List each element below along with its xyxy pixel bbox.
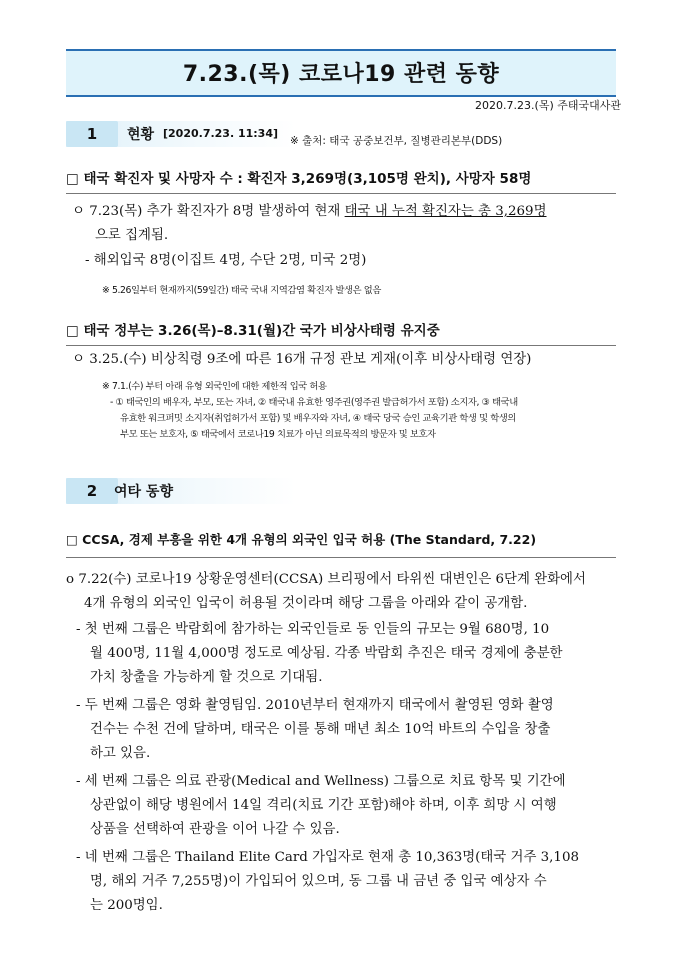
entry-allowed-list-line1: - ① 태국인의 배우자, 부모, 또는 자녀, ② 태국내 유효한 영주권(영주권 발급허가서 포함) 소지자, ③ 태국내 xyxy=(110,397,518,408)
section-1-number: 1 xyxy=(66,121,118,147)
heading-emergency-decree: □ 태국 정부는 3.26(목)–8.31(월)간 국가 비상사태령 유지중 xyxy=(66,323,440,339)
title-banner xyxy=(66,49,616,97)
heading-ccsa: □ CCSA, 경제 부흥을 위한 4개 유형의 외국인 입국 허용 (The Standard, 7.22) xyxy=(66,532,537,547)
group3-line1: - 세 번째 그룹은 의료 관광(Medical and Wellness) 그룹으로 치료 항목 및 기간에 xyxy=(76,774,566,789)
section-2-number: 2 xyxy=(66,478,118,504)
group2-line3: 하고 있음. xyxy=(90,746,151,761)
group4-line1: - 네 번째 그룹은 Thailand Elite Card 가입자로 현재 총 10,363명(태국 거주 3,108 xyxy=(76,850,579,865)
underlined-total: 태국 내 누적 확진자는 총 3,269명 xyxy=(344,204,547,219)
group3-line3: 상품을 선택하여 관광을 이어 나갈 수 있음. xyxy=(90,822,340,837)
local-infection-note: ※ 5.26일부터 현재까지(59일간) 태국 국내 지역감염 확진자 발생은 없음 xyxy=(102,285,381,296)
heading-confirmed-cases: □ 태국 확진자 및 사망자 수 : 확진자 3,269명(3,105명 완치), 사망자 58명 xyxy=(66,171,532,187)
group2-line1: - 두 번째 그룹은 영화 촬영팀임. 2010년부터 현재까지 태국에서 촬영된 영화 촬영 xyxy=(76,698,554,713)
entry-allowed-list-line2: 유효한 워크퍼밋 소지자(취업허가서 포함) 및 배우자와 자녀, ④ 태국 당국 승인 교육기관 학생 및 학생의 xyxy=(120,413,516,424)
ccsa-intro-line1: o 7.22(수) 코로나19 상황운영센터(CCSA) 브리핑에서 타위씬 대변인은 6단계 완화에서 xyxy=(66,572,586,587)
section-1-title: 현황 xyxy=(127,127,155,143)
group1-line3: 가치 창출을 가능하게 할 것으로 기대됨. xyxy=(90,670,323,685)
page-title: 7.23.(목) 코로나19 관련 동향 xyxy=(182,62,500,87)
divider xyxy=(66,345,616,346)
dateline: 2020.7.23.(목) 주태국대사관 xyxy=(475,99,621,112)
paragraph-cases-line1: ㅇ 7.23(목) 추가 확진자가 8명 발생하여 현재 태국 내 누적 확진자는 총 3,269명 xyxy=(72,204,547,219)
source-note: ※ 출처: 태국 공중보건부, 질병관리본부(DDS) xyxy=(290,135,503,147)
group4-line3: 는 200명임. xyxy=(90,898,163,913)
paragraph-cases-line2: 으로 집계됨. xyxy=(95,228,169,243)
entry-allowed-note: ※ 7.1.(수) 부터 아래 유형 외국인에 대한 제한적 입국 허용 xyxy=(102,381,327,392)
ccsa-intro-line2: 4개 유형의 외국인 입국이 허용될 것이라며 해당 그룹을 아래와 같이 공개함. xyxy=(84,596,528,611)
entry-allowed-list-line3: 부모 또는 보호자, ⑤ 태국에서 코로나19 치료가 아닌 의료목적의 방문자 및 보호자 xyxy=(120,429,436,440)
group1-line1: - 첫 번째 그룹은 박람회에 참가하는 외국인들로 동 인들의 규모는 9월 680명, 10 xyxy=(76,622,550,637)
group4-line2: 명, 해외 거주 7,255명)이 가입되어 있으며, 동 그룹 내 금년 중 입국 예상자 수 xyxy=(90,874,547,889)
group2-line2: 건수는 수천 건에 달하며, 태국은 이를 통해 매년 최소 10억 바트의 수입을 창출 xyxy=(90,722,551,737)
imported-cases: - 해외입국 8명(이집트 4명, 수단 2명, 미국 2명) xyxy=(85,253,367,268)
group1-line2: 월 400명, 11월 4,000명 정도로 예상됨. 각종 박람회 추진은 태국 경제에 충분한 xyxy=(90,646,563,661)
section-1-subtitle: [2020.7.23. 11:34] xyxy=(163,127,279,140)
divider xyxy=(66,193,616,194)
section-2-title: 여타 동향 xyxy=(114,484,173,500)
decree-paragraph: ㅇ 3.25.(수) 비상칙령 9조에 따른 16개 규정 관보 게재(이후 비상사태령 연장) xyxy=(72,352,532,367)
group3-line2: 상관없이 해당 병원에서 14일 격리(치료 기간 포함)해야 하며, 이후 희망 시 여행 xyxy=(90,798,557,813)
divider xyxy=(66,557,616,558)
